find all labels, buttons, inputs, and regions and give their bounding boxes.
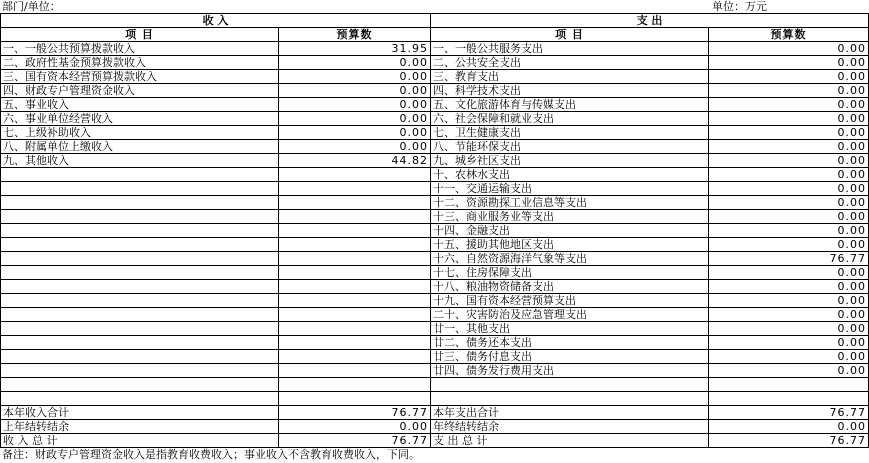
income-amount-cell — [279, 224, 431, 238]
expense-amount-cell — [709, 392, 869, 406]
income-amount-cell: 0.00 — [279, 420, 431, 434]
income-amount-cell: 31.95 — [279, 42, 431, 56]
income-amount-cell: 0.00 — [279, 126, 431, 140]
expense-amount-cell: 0.00 — [709, 322, 869, 336]
expense-amount-cell: 0.00 — [709, 182, 869, 196]
table-row — [1, 280, 869, 294]
table-row — [1, 126, 869, 140]
expense-amount-cell: 0.00 — [709, 98, 869, 112]
expense-item-cell: 三、教育支出 — [431, 70, 709, 84]
income-item-cell: 本年收入合计 — [1, 406, 279, 420]
income-item-cell: 上年结转结余 — [1, 420, 279, 434]
expense-section-title: 支 出 — [431, 14, 869, 28]
income-item-cell — [1, 238, 279, 252]
expense-item-cell: 十九、国有资本经营预算支出 — [431, 294, 709, 308]
income-amount-cell: 0.00 — [279, 84, 431, 98]
expense-amount-cell: 0.00 — [709, 126, 869, 140]
expense-amount-cell: 0.00 — [709, 266, 869, 280]
income-item-cell — [1, 294, 279, 308]
table-row — [1, 140, 869, 154]
expense-amount-cell: 0.00 — [709, 154, 869, 168]
income-amount-cell: 0.00 — [279, 112, 431, 126]
income-item-cell — [1, 210, 279, 224]
income-amount-cell: 76.77 — [279, 406, 431, 420]
table-row — [1, 434, 869, 448]
income-item-cell — [1, 266, 279, 280]
income-item-cell: 五、事业收入 — [1, 98, 279, 112]
income-amount-cell: 0.00 — [279, 56, 431, 70]
income-amount-header: 预算数 — [279, 28, 431, 42]
unit-label: 单位：万元 — [712, 0, 767, 13]
income-item-cell — [1, 168, 279, 182]
expense-item-cell: 十四、金融支出 — [431, 224, 709, 238]
income-amount-cell: 0.00 — [279, 140, 431, 154]
expense-amount-cell: 0.00 — [709, 420, 869, 434]
income-item-cell: 六、事业单位经营收入 — [1, 112, 279, 126]
expense-item-cell: 本年支出合计 — [431, 406, 709, 420]
table-row — [1, 420, 869, 434]
table-row — [1, 154, 869, 168]
table-row — [1, 224, 869, 238]
table-row — [1, 84, 869, 98]
expense-amount-cell: 0.00 — [709, 70, 869, 84]
expense-amount-header: 预算数 — [709, 28, 869, 42]
expense-amount-cell: 0.00 — [709, 140, 869, 154]
expense-amount-cell: 0.00 — [709, 168, 869, 182]
income-amount-cell: 0.00 — [279, 98, 431, 112]
department-label: 部门/单位： — [2, 0, 61, 13]
income-amount-cell — [279, 364, 431, 378]
income-amount-cell — [279, 378, 431, 392]
income-amount-cell: 0.00 — [279, 70, 431, 84]
expense-item-cell: 廿二、债务还本支出 — [431, 336, 709, 350]
income-item-header: 项 目 — [1, 28, 279, 42]
section-header-row — [1, 14, 869, 28]
income-amount-cell — [279, 252, 431, 266]
expense-item-cell: 十二、资源勘探工业信息等支出 — [431, 196, 709, 210]
income-amount-cell — [279, 280, 431, 294]
table-row — [1, 392, 869, 406]
table-row — [1, 252, 869, 266]
table-row — [1, 98, 869, 112]
expense-amount-cell: 0.00 — [709, 308, 869, 322]
expense-item-cell: 支 出 总 计 — [431, 434, 709, 448]
table-row — [1, 350, 869, 364]
expense-item-cell: 二、公共安全支出 — [431, 56, 709, 70]
expense-item-cell: 廿一、其他支出 — [431, 322, 709, 336]
income-item-cell — [1, 252, 279, 266]
income-item-cell: 三、国有资本经营预算拨款收入 — [1, 70, 279, 84]
expense-amount-cell: 0.00 — [709, 112, 869, 126]
expense-amount-cell: 0.00 — [709, 56, 869, 70]
income-item-cell — [1, 322, 279, 336]
table-row — [1, 336, 869, 350]
expense-item-cell: 八、节能环保支出 — [431, 140, 709, 154]
expense-amount-cell: 76.77 — [709, 406, 869, 420]
expense-item-cell: 十七、住房保障支出 — [431, 266, 709, 280]
expense-item-cell: 廿四、债务发行费用支出 — [431, 364, 709, 378]
table-row — [1, 112, 869, 126]
income-amount-cell — [279, 322, 431, 336]
expense-item-cell: 廿三、债务付息支出 — [431, 350, 709, 364]
table-row — [1, 266, 869, 280]
income-item-cell — [1, 336, 279, 350]
income-item-cell — [1, 182, 279, 196]
table-row — [1, 210, 869, 224]
table-row — [1, 56, 869, 70]
table-row — [1, 168, 869, 182]
income-amount-cell — [279, 294, 431, 308]
expense-amount-cell: 0.00 — [709, 196, 869, 210]
income-item-cell: 八、附属单位上缴收入 — [1, 140, 279, 154]
table-row — [1, 406, 869, 420]
income-item-cell: 九、其他收入 — [1, 154, 279, 168]
table-row — [1, 70, 869, 84]
income-amount-cell: 44.82 — [279, 154, 431, 168]
income-item-cell — [1, 196, 279, 210]
expense-item-cell: 十八、粮油物资储备支出 — [431, 280, 709, 294]
table-row — [1, 182, 869, 196]
table-row — [1, 378, 869, 392]
footnote: 备注：财政专户管理资金收入是指教育收费收入；事业收入不含教育收费收入，下同。 — [2, 448, 420, 461]
table-row — [1, 42, 869, 56]
expense-item-header: 项 目 — [431, 28, 709, 42]
budget-table — [0, 13, 869, 448]
expense-amount-cell: 0.00 — [709, 210, 869, 224]
expense-amount-cell: 0.00 — [709, 280, 869, 294]
expense-amount-cell: 0.00 — [709, 350, 869, 364]
income-item-cell: 收 入 总 计 — [1, 434, 279, 448]
expense-item-cell: 十、农林水支出 — [431, 168, 709, 182]
expense-item-cell: 十六、自然资源海洋气象等支出 — [431, 252, 709, 266]
income-amount-cell — [279, 392, 431, 406]
income-amount-cell — [279, 210, 431, 224]
sheet-header — [0, 0, 869, 14]
expense-item-cell — [431, 392, 709, 406]
income-item-cell: 四、财政专户管理资金收入 — [1, 84, 279, 98]
expense-amount-cell: 0.00 — [709, 42, 869, 56]
table-row — [1, 308, 869, 322]
expense-amount-cell: 0.00 — [709, 224, 869, 238]
expense-item-cell: 六、社会保障和就业支出 — [431, 112, 709, 126]
expense-item-cell: 七、卫生健康支出 — [431, 126, 709, 140]
expense-item-cell: 一、一般公共服务支出 — [431, 42, 709, 56]
income-amount-cell — [279, 182, 431, 196]
income-amount-cell: 76.77 — [279, 434, 431, 448]
income-amount-cell — [279, 196, 431, 210]
expense-item-cell: 十一、交通运输支出 — [431, 182, 709, 196]
income-item-cell: 一、一般公共预算拨款收入 — [1, 42, 279, 56]
expense-item-cell — [431, 378, 709, 392]
expense-amount-cell: 76.77 — [709, 434, 869, 448]
table-row — [1, 238, 869, 252]
income-item-cell — [1, 392, 279, 406]
expense-item-cell: 十三、商业服务业等支出 — [431, 210, 709, 224]
expense-item-cell: 十五、援助其他地区支出 — [431, 238, 709, 252]
expense-amount-cell: 0.00 — [709, 364, 869, 378]
expense-amount-cell — [709, 378, 869, 392]
expense-item-cell: 年终结转结余 — [431, 420, 709, 434]
income-item-cell — [1, 378, 279, 392]
table-row — [1, 196, 869, 210]
income-item-cell: 二、政府性基金预算拨款收入 — [1, 56, 279, 70]
income-amount-cell — [279, 168, 431, 182]
expense-item-cell: 五、文化旅游体育与传媒支出 — [431, 98, 709, 112]
income-item-cell — [1, 350, 279, 364]
expense-amount-cell: 0.00 — [709, 84, 869, 98]
income-item-cell: 七、上级补助收入 — [1, 126, 279, 140]
expense-amount-cell: 0.00 — [709, 336, 869, 350]
expense-amount-cell: 0.00 — [709, 294, 869, 308]
income-item-cell — [1, 280, 279, 294]
expense-item-cell: 二十、灾害防治及应急管理支出 — [431, 308, 709, 322]
income-amount-cell — [279, 238, 431, 252]
income-item-cell — [1, 364, 279, 378]
expense-amount-cell: 0.00 — [709, 238, 869, 252]
table-row — [1, 364, 869, 378]
column-header-row — [1, 28, 869, 42]
expense-item-cell: 九、城乡社区支出 — [431, 154, 709, 168]
table-row — [1, 294, 869, 308]
expense-item-cell: 四、科学技术支出 — [431, 84, 709, 98]
income-item-cell — [1, 224, 279, 238]
income-amount-cell — [279, 336, 431, 350]
income-amount-cell — [279, 308, 431, 322]
income-item-cell — [1, 308, 279, 322]
income-section-title: 收 入 — [1, 14, 431, 28]
expense-amount-cell: 76.77 — [709, 252, 869, 266]
table-row — [1, 322, 869, 336]
income-amount-cell — [279, 266, 431, 280]
income-amount-cell — [279, 350, 431, 364]
